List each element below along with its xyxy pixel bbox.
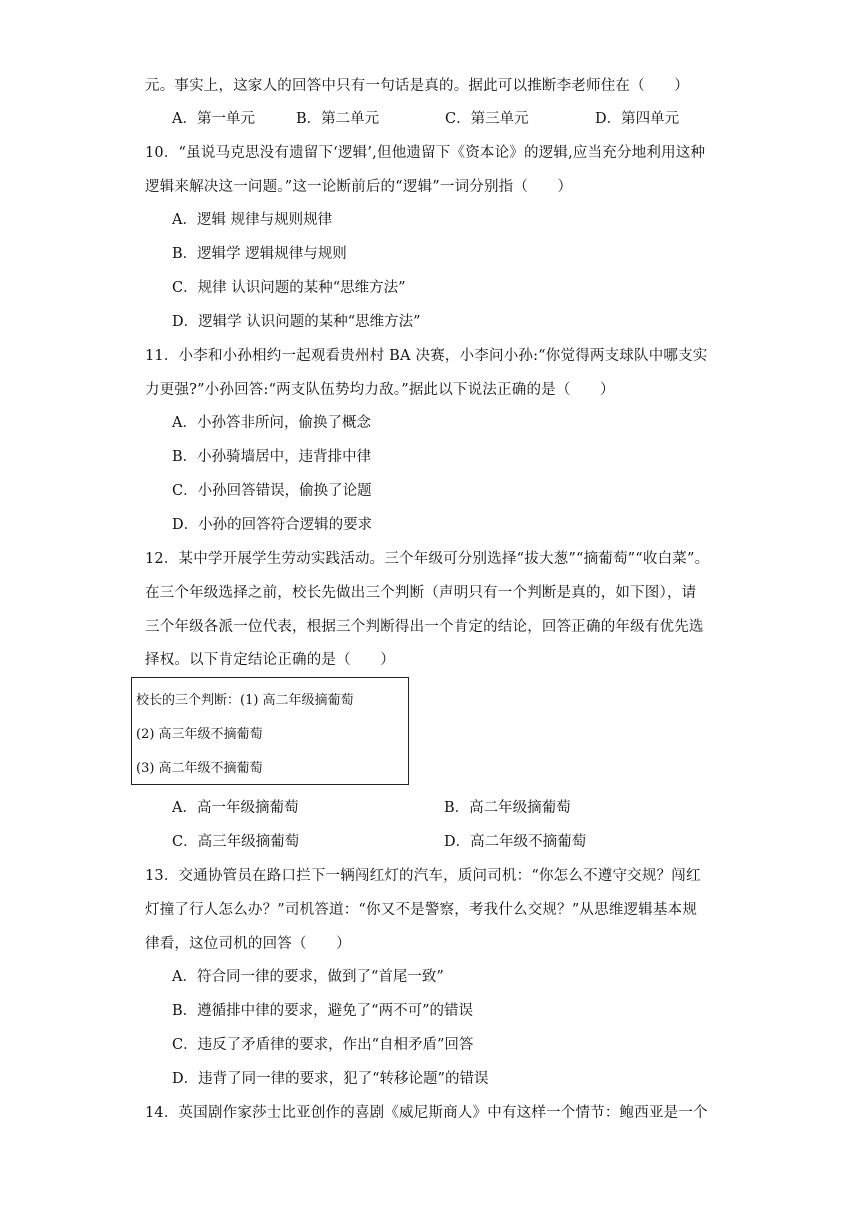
principal-judgments-box bbox=[131, 677, 409, 785]
q13-option-d[interactable]: D．违背了同一律的要求，犯了“转移论题”的错误 bbox=[172, 1071, 489, 1087]
q11-option-d[interactable]: D．小孙的回答符合逻辑的要求 bbox=[172, 517, 373, 533]
q11-text-line1: 11．小李和小孙相约一起观看贵州村 BA 决赛，小李问小孙:“你觉得两支球队中哪支实 bbox=[145, 348, 708, 364]
q12-option-d[interactable]: D．高二年级不摘葡萄 bbox=[444, 834, 587, 850]
q10-option-b[interactable]: B．逻辑学 逻辑规律与规则 bbox=[172, 246, 347, 262]
q12-text-line4: 择权。以下肯定结论正确的是（ ） bbox=[145, 652, 395, 668]
q13-option-b[interactable]: B．遵循排中律的要求，避免了“两不可”的错误 bbox=[172, 1003, 473, 1019]
q9-option-d[interactable]: D．第四单元 bbox=[595, 111, 680, 127]
q11-text-line2: 力更强?”小孙回答:“两支队伍势均力敌。”据此以下说法正确的是（ ） bbox=[145, 382, 615, 398]
judgment-3: (3) 高二年级不摘葡萄 bbox=[136, 761, 263, 776]
q12-option-c[interactable]: C．高三年级摘葡萄 bbox=[172, 834, 300, 850]
q12-text-line1: 12．某中学开展学生劳动实践活动。三个年级可分别选择“拔大葱”“摘葡萄”“收白菜”。 bbox=[145, 551, 710, 567]
judgment-1: 校长的三个判断：(1) 高二年级摘葡萄 bbox=[136, 693, 354, 708]
q13-text-line1: 13．交通协管员在路口拦下一辆闯红灯的汽车，质问司机：“你怎么不遵守交规？闯红 bbox=[145, 868, 701, 884]
judgment-2: (2) 高三年级不摘葡萄 bbox=[136, 727, 263, 742]
q9-text-line1: 元。事实上，这家人的回答中只有一句话是真的。据此可以推断李老师住在（ ） bbox=[145, 78, 689, 94]
q10-option-d[interactable]: D．逻辑学 认识问题的某种“思维方法” bbox=[172, 314, 421, 330]
q13-text-line2: 灯撞了行人怎么办？”司机答道：“你又不是警察，考我什么交规？”从思维逻辑基本规 bbox=[145, 902, 698, 918]
q9-option-b[interactable]: B．第二单元 bbox=[296, 111, 380, 127]
q12-option-b[interactable]: B．高二年级摘葡萄 bbox=[444, 800, 571, 816]
q10-text-line2: 逻辑来解决这一问题。”这一论断前后的“逻辑”一词分别指（ ） bbox=[145, 179, 573, 195]
q13-option-a[interactable]: A．符合同一律的要求，做到了“首尾一致” bbox=[172, 969, 444, 985]
q10-option-c[interactable]: C．规律 认识问题的某种“思维方法” bbox=[172, 280, 406, 296]
q11-option-c[interactable]: C．小孙回答错误，偷换了论题 bbox=[172, 483, 372, 499]
q11-option-a[interactable]: A．小孙答非所问，偷换了概念 bbox=[172, 415, 371, 431]
q10-option-a[interactable]: A．逻辑 规律与规则规律 bbox=[172, 212, 333, 228]
q12-option-a[interactable]: A．高一年级摘葡萄 bbox=[172, 800, 299, 816]
q11-option-b[interactable]: B．小孙骑墙居中，违背排中律 bbox=[172, 449, 372, 465]
q12-text-line2: 在三个年级选择之前，校长先做出三个判断（声明只有一个判断是真的，如下图），请 bbox=[145, 585, 697, 601]
q12-text-line3: 三个年级各派一位代表，根据三个判断得出一个肯定的结论，回答正确的年级有优先选 bbox=[145, 619, 704, 635]
q13-text-line3: 律看，这位司机的回答（ ） bbox=[145, 936, 351, 952]
q14-text-line1: 14．英国剧作家莎士比亚创作的喜剧《威尼斯商人》中有这样一个情节：鲍西亚是一个 bbox=[145, 1105, 708, 1121]
q13-option-c[interactable]: C．违反了矛盾律的要求，作出“自相矛盾”回答 bbox=[172, 1037, 474, 1053]
q9-option-a[interactable]: A．第一单元 bbox=[172, 111, 255, 127]
q9-option-c[interactable]: C．第三单元 bbox=[445, 111, 529, 127]
q10-text-line1: 10．“虽说马克思没有遗留下‘逻辑’,但他遗留下《资本论》的逻辑,应当充分地利用这种 bbox=[145, 145, 706, 161]
